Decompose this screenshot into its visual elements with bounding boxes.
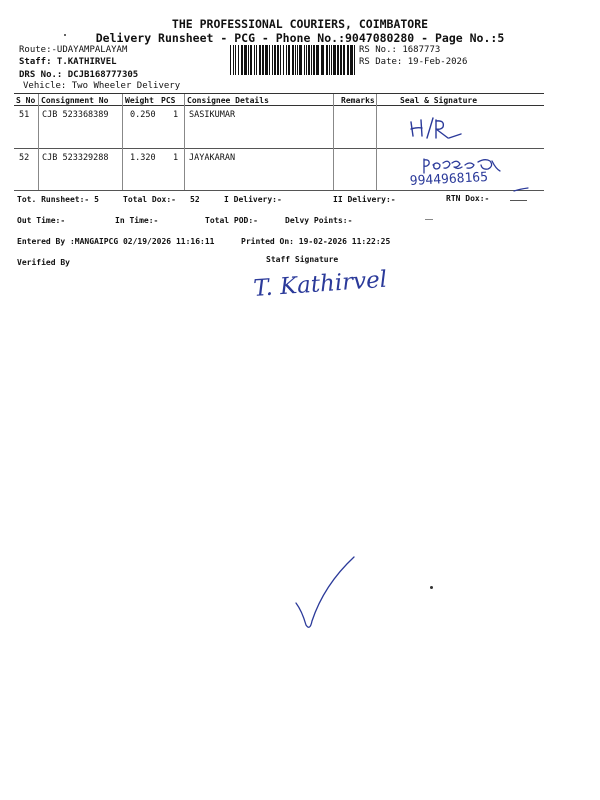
col-header-consignee: Consignee Details: [187, 96, 269, 105]
col-header-consignment: Consignment No: [41, 96, 109, 105]
vehicle-label: Vehicle: Two Wheeler Delivery: [23, 81, 181, 91]
barcode-bar: [265, 45, 268, 75]
verified-by-label: Verified By: [17, 258, 70, 267]
rtn-dox-label: RTN Dox:-: [446, 194, 490, 203]
total-dox-value: 52: [190, 195, 200, 204]
barcode-bar: [292, 45, 294, 75]
row-consignee: SASIKUMAR: [189, 110, 236, 120]
rs-number: RS No.: 1687773: [359, 45, 441, 55]
barcode-bar: [297, 45, 298, 75]
drs-number: DRS No.: DCJB168777305: [19, 70, 139, 80]
stray-ink-dot: [64, 34, 66, 36]
col-header-sno: S No: [16, 96, 36, 105]
barcode-bar: [274, 45, 276, 75]
barcode-bar: [329, 45, 330, 75]
barcode-bar: [308, 45, 310, 75]
row-weight: 1.320: [130, 153, 156, 163]
barcode-bar: [286, 45, 287, 75]
handwritten-phone: 9944968165: [409, 169, 489, 189]
row-consignment: CJB 523329288: [42, 153, 109, 163]
column-divider: [376, 94, 377, 190]
row-separator: [14, 148, 544, 149]
total-dox-label: Total Dox:-: [123, 195, 176, 204]
barcode-bar: [354, 45, 355, 75]
column-divider: [333, 94, 334, 190]
printed-on: Printed On: 19-02-2026 11:22:25: [241, 237, 391, 246]
barcode-bar: [299, 45, 302, 75]
handwritten-signature-jayakaran: [410, 155, 540, 197]
runsheet-subtitle: Delivery Runsheet - PCG - Phone No.:9047080280 - Page No.:5: [95, 31, 505, 45]
column-divider: [38, 94, 39, 190]
barcode-bar: [235, 45, 236, 75]
row-pcs: 1: [173, 110, 179, 120]
rs-date: RS Date: 19-Feb-2026: [359, 57, 468, 67]
barcode-bar: [288, 45, 290, 75]
barcode-bar: [248, 45, 249, 75]
column-divider: [122, 94, 123, 190]
staff-label: Staff: T.KATHIRVEL: [19, 57, 117, 67]
barcode-bar: [272, 45, 273, 75]
in-time-label: In Time:-: [115, 216, 159, 225]
row-sno: 51: [19, 110, 30, 120]
barcode-bar: [340, 45, 342, 75]
row-consignment: CJB 523368389: [42, 110, 109, 120]
col-header-remarks: Remarks: [341, 96, 375, 105]
route-label: Route:-UDAYAMPALAYAM: [19, 45, 128, 55]
handwritten-hr-mark: [405, 114, 465, 144]
barcode-bar: [233, 45, 234, 75]
barcode-bar: [256, 45, 257, 75]
barcode-bar: [316, 45, 319, 75]
barcode-bar: [326, 45, 328, 75]
barcode-bar: [283, 45, 284, 75]
barcode-bar: [277, 45, 279, 75]
table-top-rule: [14, 93, 544, 94]
barcode-bar: [306, 45, 307, 75]
barcode-bar: [295, 45, 296, 75]
row-sno: 52: [19, 153, 30, 163]
company-title: THE PROFESSIONAL COURIERS, COIMBATORE: [171, 17, 429, 31]
barcode-bar: [331, 45, 332, 75]
barcode-bar: [250, 45, 252, 75]
barcode-bar: [254, 45, 255, 75]
signature-text: T. Kathirvel: [252, 266, 388, 302]
barcode-bar: [230, 45, 231, 75]
col-header-weight: Weight: [125, 96, 154, 105]
barcode-bar: [304, 45, 305, 75]
rtn-dox-dash: [510, 200, 527, 201]
row-weight: 0.250: [130, 110, 156, 120]
column-divider: [184, 94, 185, 190]
barcode-image: [230, 45, 355, 75]
col-header-seal: Seal & Signature: [400, 96, 478, 105]
delvy-points-label: Delvy Points:-: [285, 216, 353, 225]
col-header-pcs: PCS: [161, 96, 176, 105]
i-delivery-label: I Delivery:-: [224, 195, 282, 204]
staff-signature-image: [250, 262, 390, 310]
barcode-bar: [244, 45, 247, 75]
stray-dash: [425, 219, 433, 220]
tot-runsheet: Tot. Runsheet:- 5: [17, 195, 99, 204]
row-pcs: 1: [173, 153, 179, 163]
barcode-bar: [347, 45, 349, 75]
barcode-bar: [350, 45, 353, 75]
barcode-bar: [343, 45, 345, 75]
barcode-bar: [262, 45, 264, 75]
staff-signature-label: Staff Signature: [266, 255, 339, 264]
barcode-bar: [321, 45, 324, 75]
out-time-label: Out Time:-: [17, 216, 66, 225]
checkmark-icon: [288, 555, 360, 635]
stray-ink-dot: [430, 586, 433, 589]
table-header-rule: [14, 105, 544, 106]
entered-by: Entered By :MANGAIPCG 02/19/2026 11:16:11: [17, 237, 215, 246]
barcode-bar: [269, 45, 270, 75]
barcode-bar: [313, 45, 315, 75]
barcode-bar: [311, 45, 312, 75]
row-consignee: JAYAKARAN: [189, 153, 236, 163]
barcode-bar: [241, 45, 243, 75]
barcode-bar: [238, 45, 239, 75]
total-pod-label: Total POD:-: [205, 216, 258, 225]
barcode-bar: [337, 45, 339, 75]
barcode-bar: [280, 45, 281, 75]
barcode-bar: [259, 45, 261, 75]
ii-delivery-label: II Delivery:-: [333, 195, 396, 204]
barcode-bar: [333, 45, 336, 75]
